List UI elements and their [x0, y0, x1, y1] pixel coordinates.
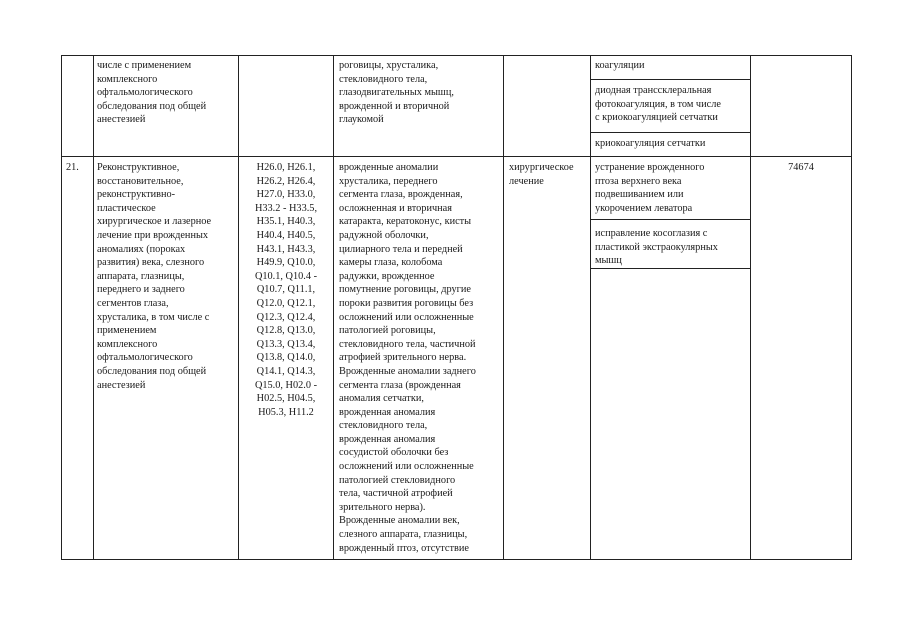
- text-line: Врожденные аномалии век,: [339, 515, 460, 527]
- col-border-5: [590, 55, 591, 560]
- text-line: H27.0, H33.0,: [256, 189, 316, 201]
- text-line: применением: [97, 325, 157, 337]
- method-separator: [590, 268, 750, 269]
- text-line: стекловидного тела,: [339, 420, 428, 432]
- text-line: коагуляции: [595, 60, 645, 71]
- text-line: хрусталика, в том числе с: [97, 311, 210, 323]
- prev-row-diagnosis-cell: [339, 59, 501, 127]
- table-bottom-border: [61, 559, 851, 560]
- text-line: устранение врожденного: [595, 162, 705, 173]
- text-line: Q12.3, Q12.4,: [256, 311, 316, 323]
- text-line: Реконструктивное,: [97, 162, 180, 173]
- text-line: радужной оболочки,: [339, 229, 429, 241]
- method-separator: [590, 219, 750, 220]
- text-line: аномалия сетчатки,: [339, 393, 424, 405]
- text-line: Q10.1, Q10.4 -: [254, 270, 318, 282]
- text-line: лечение: [509, 175, 544, 187]
- text-line: Q12.0, Q12.1,: [256, 297, 316, 309]
- text-line: аппарата, глазницы,: [97, 270, 185, 282]
- text-line: патологией роговицы,: [339, 325, 436, 337]
- text-line: офтальмологического: [97, 352, 193, 364]
- text-line: птоза верхнего века: [595, 175, 682, 187]
- text-line: сегмента глаза (врожденная: [339, 379, 461, 391]
- prev-row-method-2: [595, 84, 747, 125]
- text-line: атрофией зрительного нерва.: [339, 352, 467, 364]
- text-line: стекловидного тела, частичной: [339, 338, 476, 350]
- col-border-1: [93, 55, 94, 560]
- text-line: сосудистой оболочки без: [339, 447, 449, 459]
- row-21-name-cell: [97, 161, 237, 392]
- row-21-cost: 74674: [788, 162, 814, 173]
- text-line: сегментов глаза,: [97, 297, 169, 309]
- text-line: анестезией: [97, 114, 146, 126]
- text-line: исправление косоглазия с: [595, 228, 708, 239]
- text-line: стекловидного тела,: [339, 73, 428, 85]
- text-line: пороки развития роговицы без: [339, 297, 474, 309]
- text-line: офтальмологического: [97, 87, 193, 99]
- text-line: Q14.1, Q14.3,: [256, 365, 316, 377]
- text-line: глаукомой: [339, 114, 384, 126]
- text-line: комплексного: [97, 338, 158, 350]
- text-line: Q13.8, Q14.0,: [256, 352, 316, 364]
- text-line: хрусталика, переднего: [339, 175, 438, 187]
- method-separator: [590, 132, 750, 133]
- text-line: радужки, врожденное: [339, 270, 435, 282]
- text-line: врожденная аномалия: [339, 406, 436, 418]
- text-line: камеры глаза, колобома: [339, 257, 443, 269]
- text-line: Q13.3, Q13.4,: [256, 338, 316, 350]
- text-line: сегмента глаза, врожденная,: [339, 189, 463, 201]
- text-line: пластическое: [97, 202, 156, 214]
- text-line: цилиарного тела и передней: [339, 243, 463, 255]
- row-21-method-2: [595, 227, 747, 268]
- col-border-left: [61, 55, 62, 560]
- text-line: восстановительное,: [97, 175, 184, 187]
- col-border-3: [333, 55, 334, 560]
- text-line: подвешиванием или: [595, 189, 684, 201]
- text-line: глазодвигательных мышц,: [339, 87, 454, 99]
- text-line: врожденные аномалии: [339, 162, 439, 173]
- text-line: врожденной и вторичной: [339, 100, 450, 112]
- text-line: развития) века, слезного: [97, 257, 205, 269]
- text-line: катаракта, кератоконус, кисты: [339, 216, 472, 228]
- text-line: H49.9, Q10.0,: [256, 257, 316, 269]
- text-line: тела, частичной атрофией: [339, 488, 453, 500]
- text-line: H35.1, H40.3,: [256, 216, 316, 228]
- text-line: роговицы, хрусталика,: [339, 60, 439, 71]
- text-line: осложненная и вторичная: [339, 202, 452, 214]
- text-line: осложнений или осложненные: [339, 311, 474, 323]
- text-line: комплексного: [97, 73, 158, 85]
- text-line: обследования под общей: [97, 365, 207, 377]
- text-line: H40.4, H40.5,: [256, 229, 316, 241]
- text-line: хирургическое: [509, 162, 574, 173]
- text-line: диодная транссклеральная: [595, 85, 712, 96]
- text-line: осложнений или осложненные: [339, 461, 474, 473]
- text-line: лечение при врожденных: [97, 229, 209, 241]
- text-line: зрительного нерва).: [339, 501, 426, 513]
- text-line: обследования под общей: [97, 100, 207, 112]
- text-line: фотокоагуляция, в том числе: [595, 98, 721, 110]
- text-line: H26.2, H26.4,: [256, 175, 316, 187]
- col-border-6: [750, 55, 751, 560]
- col-border-right: [851, 55, 852, 560]
- text-line: с криокоагуляцией сетчатки: [595, 112, 718, 124]
- text-line: Врожденные аномалии заднего: [339, 365, 476, 377]
- text-line: H43.1, H43.3,: [256, 243, 316, 255]
- text-line: хирургическое и лазерное: [97, 216, 212, 228]
- text-line: помутнение роговицы, другие: [339, 284, 471, 296]
- text-line: H26.0, H26.1,: [256, 162, 316, 173]
- row-21-method-1: [595, 161, 747, 215]
- text-line: пластикой экстраокулярных: [595, 241, 718, 253]
- prev-row-method-1: [595, 59, 747, 73]
- text-line: врожденная аномалия: [339, 433, 436, 445]
- text-line: врожденный птоз, отсутствие: [339, 542, 469, 554]
- text-line: Q15.0, H02.0 -: [254, 379, 318, 391]
- row-21-treatment-cell: [509, 161, 589, 188]
- col-border-4: [503, 55, 504, 560]
- text-line: мышц: [595, 255, 622, 267]
- row-separator: [61, 156, 851, 157]
- text-line: числе с применением: [97, 60, 192, 71]
- text-line: переднего и заднего: [97, 284, 185, 296]
- text-line: H02.5, H04.5,: [256, 393, 316, 405]
- text-line: слезного аппарата, глазницы,: [339, 529, 468, 541]
- text-line: H33.2 - H33.5,: [254, 202, 318, 214]
- text-line: укорочением леватора: [595, 202, 693, 214]
- prev-row-method-3: [595, 137, 747, 151]
- text-line: Q12.8, Q13.0,: [256, 325, 316, 337]
- text-line: H05.3, H11.2: [258, 406, 314, 418]
- table-top-border: [61, 55, 851, 56]
- prev-row-name-cell: [97, 59, 237, 127]
- text-line: криокоагуляция сетчатки: [595, 138, 706, 149]
- text-line: патологией стекловидного: [339, 474, 456, 486]
- text-line: анестезией: [97, 379, 146, 391]
- row-21-diagnosis-cell: [339, 161, 502, 555]
- row-21-codes-cell: [239, 161, 333, 419]
- row-number: 21.: [66, 162, 79, 173]
- text-line: аномалиях (пороках: [97, 243, 186, 255]
- text-line: реконструктивно-: [97, 189, 176, 201]
- text-line: Q10.7, Q11.1,: [256, 284, 316, 296]
- method-separator: [590, 79, 750, 80]
